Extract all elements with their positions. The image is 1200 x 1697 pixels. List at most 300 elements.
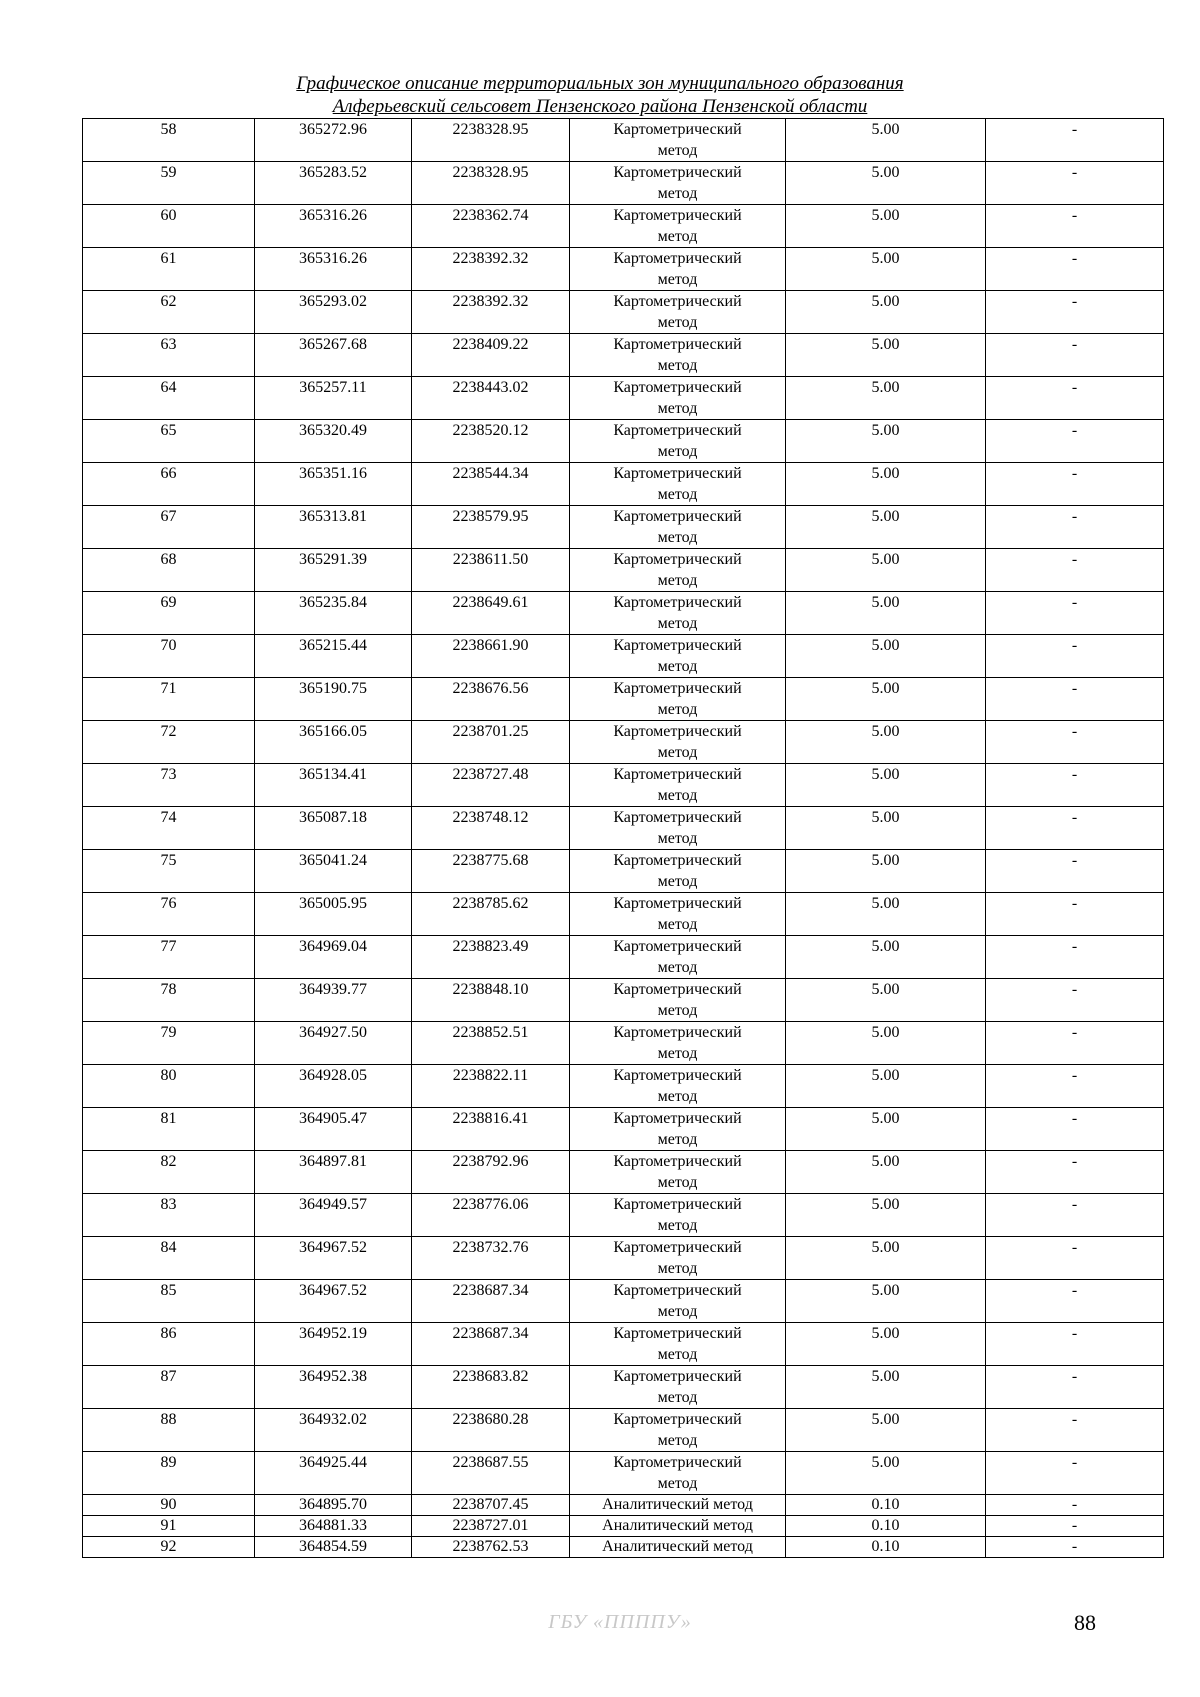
method-text: Картометрический bbox=[613, 508, 742, 525]
method-cell bbox=[570, 1452, 786, 1495]
method-text: метод bbox=[657, 1260, 698, 1277]
y-coordinate-cell: 2238848.10 bbox=[412, 979, 570, 1022]
x-coordinate-cell: 365283.52 bbox=[255, 162, 412, 205]
method-text: метод bbox=[657, 873, 698, 890]
point-number-cell: 67 bbox=[83, 506, 255, 549]
table-row bbox=[83, 1366, 1164, 1409]
x-coordinate-cell: 365005.95 bbox=[255, 893, 412, 936]
x-coordinate-cell: 365316.26 bbox=[255, 248, 412, 291]
method-text: Картометрический bbox=[613, 594, 742, 611]
x-coordinate-cell: 364927.50 bbox=[255, 1022, 412, 1065]
method-cell bbox=[570, 807, 786, 850]
point-number-cell: 80 bbox=[83, 1065, 255, 1108]
x-coordinate-cell: 365166.05 bbox=[255, 721, 412, 764]
x-coordinate-cell: 364928.05 bbox=[255, 1065, 412, 1108]
accuracy-cell: 5.00 bbox=[786, 936, 986, 979]
method-cell bbox=[570, 420, 786, 463]
note-cell: - bbox=[986, 1280, 1164, 1323]
method-text: Картометрический bbox=[613, 336, 742, 353]
x-coordinate-cell: 364969.04 bbox=[255, 936, 412, 979]
method-text: Картометрический bbox=[613, 1067, 742, 1084]
method-text: метод bbox=[657, 142, 698, 159]
point-number-cell: 76 bbox=[83, 893, 255, 936]
x-coordinate-cell: 365041.24 bbox=[255, 850, 412, 893]
x-coordinate-cell: 364932.02 bbox=[255, 1409, 412, 1452]
table-row bbox=[83, 678, 1164, 721]
x-coordinate-cell: 365235.84 bbox=[255, 592, 412, 635]
x-coordinate-cell: 365215.44 bbox=[255, 635, 412, 678]
method-text: Картометрический bbox=[613, 1239, 742, 1256]
y-coordinate-cell: 2238544.34 bbox=[412, 463, 570, 506]
method-cell bbox=[570, 1516, 786, 1537]
x-coordinate-cell: 365313.81 bbox=[255, 506, 412, 549]
method-text: метод bbox=[657, 1131, 698, 1148]
x-coordinate-cell: 365316.26 bbox=[255, 205, 412, 248]
method-cell bbox=[570, 1108, 786, 1151]
table-row bbox=[83, 119, 1164, 162]
table-row bbox=[83, 1280, 1164, 1323]
method-text: метод bbox=[657, 1088, 698, 1105]
table-row bbox=[83, 1495, 1164, 1516]
note-cell: - bbox=[986, 420, 1164, 463]
method-text: метод bbox=[657, 1475, 698, 1492]
table-row bbox=[83, 1022, 1164, 1065]
y-coordinate-cell: 2238727.48 bbox=[412, 764, 570, 807]
point-number-cell: 66 bbox=[83, 463, 255, 506]
table-row bbox=[83, 377, 1164, 420]
accuracy-cell: 5.00 bbox=[786, 1065, 986, 1108]
method-text: Картометрический bbox=[613, 637, 742, 654]
method-cell bbox=[570, 592, 786, 635]
table-row bbox=[83, 1452, 1164, 1495]
point-number-cell: 84 bbox=[83, 1237, 255, 1280]
method-text: метод bbox=[657, 1217, 698, 1234]
table-row bbox=[83, 936, 1164, 979]
method-text: Картометрический bbox=[613, 981, 742, 998]
accuracy-cell: 5.00 bbox=[786, 721, 986, 764]
note-cell: - bbox=[986, 592, 1164, 635]
note-cell: - bbox=[986, 334, 1164, 377]
note-cell: - bbox=[986, 979, 1164, 1022]
table-row bbox=[83, 549, 1164, 592]
note-cell: - bbox=[986, 678, 1164, 721]
x-coordinate-cell: 364895.70 bbox=[255, 1495, 412, 1516]
table-row bbox=[83, 1065, 1164, 1108]
y-coordinate-cell: 2238687.34 bbox=[412, 1323, 570, 1366]
method-text: Картометрический bbox=[613, 551, 742, 568]
point-number-cell: 61 bbox=[83, 248, 255, 291]
y-coordinate-cell: 2238823.49 bbox=[412, 936, 570, 979]
accuracy-cell: 5.00 bbox=[786, 549, 986, 592]
method-text: метод bbox=[657, 1303, 698, 1320]
note-cell: - bbox=[986, 119, 1164, 162]
method-cell bbox=[570, 162, 786, 205]
note-cell: - bbox=[986, 1065, 1164, 1108]
point-number-cell: 71 bbox=[83, 678, 255, 721]
method-cell bbox=[570, 248, 786, 291]
table-row bbox=[83, 979, 1164, 1022]
accuracy-cell: 5.00 bbox=[786, 119, 986, 162]
method-text: метод bbox=[657, 916, 698, 933]
accuracy-cell: 5.00 bbox=[786, 979, 986, 1022]
y-coordinate-cell: 2238707.45 bbox=[412, 1495, 570, 1516]
y-coordinate-cell: 2238611.50 bbox=[412, 549, 570, 592]
accuracy-cell: 0.10 bbox=[786, 1495, 986, 1516]
y-coordinate-cell: 2238579.95 bbox=[412, 506, 570, 549]
method-text: Аналитический метод bbox=[602, 1517, 753, 1534]
table-row bbox=[83, 1537, 1164, 1558]
point-number-cell: 92 bbox=[83, 1537, 255, 1558]
method-text: Картометрический bbox=[613, 1454, 742, 1471]
method-text: Картометрический bbox=[613, 723, 742, 740]
point-number-cell: 62 bbox=[83, 291, 255, 334]
method-cell bbox=[570, 764, 786, 807]
y-coordinate-cell: 2238775.68 bbox=[412, 850, 570, 893]
point-number-cell: 90 bbox=[83, 1495, 255, 1516]
note-cell: - bbox=[986, 1452, 1164, 1495]
accuracy-cell: 5.00 bbox=[786, 893, 986, 936]
note-cell: - bbox=[986, 1516, 1164, 1537]
table-row bbox=[83, 463, 1164, 506]
method-text: метод bbox=[657, 1346, 698, 1363]
accuracy-cell: 0.10 bbox=[786, 1516, 986, 1537]
accuracy-cell: 5.00 bbox=[786, 334, 986, 377]
method-text: Картометрический bbox=[613, 293, 742, 310]
method-cell bbox=[570, 1065, 786, 1108]
accuracy-cell: 5.00 bbox=[786, 1194, 986, 1237]
x-coordinate-cell: 365257.11 bbox=[255, 377, 412, 420]
method-text: Картометрический bbox=[613, 1411, 742, 1428]
method-cell bbox=[570, 205, 786, 248]
x-coordinate-cell: 364967.52 bbox=[255, 1280, 412, 1323]
accuracy-cell: 5.00 bbox=[786, 807, 986, 850]
method-cell bbox=[570, 549, 786, 592]
method-text: Картометрический bbox=[613, 1282, 742, 1299]
method-text: метод bbox=[657, 658, 698, 675]
point-number-cell: 74 bbox=[83, 807, 255, 850]
method-text: Картометрический bbox=[613, 938, 742, 955]
method-text: метод bbox=[657, 744, 698, 761]
method-cell bbox=[570, 1237, 786, 1280]
point-number-cell: 58 bbox=[83, 119, 255, 162]
method-text: метод bbox=[657, 529, 698, 546]
method-text: Картометрический bbox=[613, 1024, 742, 1041]
x-coordinate-cell: 364905.47 bbox=[255, 1108, 412, 1151]
accuracy-cell: 5.00 bbox=[786, 1151, 986, 1194]
method-text: Картометрический bbox=[613, 121, 742, 138]
table-row bbox=[83, 162, 1164, 205]
note-cell: - bbox=[986, 1495, 1164, 1516]
method-text: метод bbox=[657, 959, 698, 976]
method-text: Картометрический bbox=[613, 164, 742, 181]
method-text: Картометрический bbox=[613, 1153, 742, 1170]
organization-stamp: ГБУ «ППППУ» bbox=[548, 1611, 692, 1633]
method-text: Картометрический bbox=[613, 895, 742, 912]
method-text: Аналитический метод bbox=[602, 1538, 753, 1555]
method-cell bbox=[570, 1151, 786, 1194]
note-cell: - bbox=[986, 1366, 1164, 1409]
method-text: метод bbox=[657, 357, 698, 374]
method-text: метод bbox=[657, 185, 698, 202]
x-coordinate-cell: 364952.19 bbox=[255, 1323, 412, 1366]
accuracy-cell: 5.00 bbox=[786, 463, 986, 506]
note-cell: - bbox=[986, 291, 1164, 334]
method-text: метод bbox=[657, 572, 698, 589]
point-number-cell: 79 bbox=[83, 1022, 255, 1065]
y-coordinate-cell: 2238362.74 bbox=[412, 205, 570, 248]
method-text: Картометрический bbox=[613, 250, 742, 267]
method-text: метод bbox=[657, 443, 698, 460]
point-number-cell: 77 bbox=[83, 936, 255, 979]
method-cell bbox=[570, 1366, 786, 1409]
method-text: метод bbox=[657, 1389, 698, 1406]
table-row bbox=[83, 334, 1164, 377]
x-coordinate-cell: 364949.57 bbox=[255, 1194, 412, 1237]
method-cell bbox=[570, 1022, 786, 1065]
table-row bbox=[83, 807, 1164, 850]
note-cell: - bbox=[986, 850, 1164, 893]
note-cell: - bbox=[986, 377, 1164, 420]
y-coordinate-cell: 2238683.82 bbox=[412, 1366, 570, 1409]
point-number-cell: 59 bbox=[83, 162, 255, 205]
table-row bbox=[83, 1516, 1164, 1537]
method-text: метод bbox=[657, 1174, 698, 1191]
table-row bbox=[83, 1237, 1164, 1280]
x-coordinate-cell: 365134.41 bbox=[255, 764, 412, 807]
method-text: Картометрический bbox=[613, 1368, 742, 1385]
method-text: метод bbox=[657, 615, 698, 632]
method-text: метод bbox=[657, 314, 698, 331]
x-coordinate-cell: 365272.96 bbox=[255, 119, 412, 162]
point-number-cell: 75 bbox=[83, 850, 255, 893]
note-cell: - bbox=[986, 635, 1164, 678]
accuracy-cell: 5.00 bbox=[786, 764, 986, 807]
table-row bbox=[83, 1409, 1164, 1452]
method-cell bbox=[570, 1495, 786, 1516]
method-cell bbox=[570, 893, 786, 936]
point-number-cell: 68 bbox=[83, 549, 255, 592]
method-cell bbox=[570, 1280, 786, 1323]
point-number-cell: 87 bbox=[83, 1366, 255, 1409]
method-cell bbox=[570, 463, 786, 506]
method-text: метод bbox=[657, 830, 698, 847]
note-cell: - bbox=[986, 807, 1164, 850]
method-cell bbox=[570, 721, 786, 764]
method-cell bbox=[570, 936, 786, 979]
table-row bbox=[83, 1194, 1164, 1237]
table-row bbox=[83, 291, 1164, 334]
y-coordinate-cell: 2238748.12 bbox=[412, 807, 570, 850]
method-text: Картометрический bbox=[613, 1196, 742, 1213]
table-row bbox=[83, 764, 1164, 807]
method-text: метод bbox=[657, 228, 698, 245]
method-text: метод bbox=[657, 400, 698, 417]
accuracy-cell: 5.00 bbox=[786, 678, 986, 721]
method-cell bbox=[570, 1409, 786, 1452]
accuracy-cell: 5.00 bbox=[786, 420, 986, 463]
accuracy-cell: 5.00 bbox=[786, 162, 986, 205]
y-coordinate-cell: 2238776.06 bbox=[412, 1194, 570, 1237]
point-number-cell: 72 bbox=[83, 721, 255, 764]
y-coordinate-cell: 2238785.62 bbox=[412, 893, 570, 936]
page-number: 88 bbox=[1074, 1610, 1096, 1635]
method-text: Аналитический метод bbox=[602, 1496, 753, 1513]
document-header bbox=[0, 72, 1200, 118]
y-coordinate-cell: 2238676.56 bbox=[412, 678, 570, 721]
method-text: Картометрический bbox=[613, 1110, 742, 1127]
note-cell: - bbox=[986, 1237, 1164, 1280]
accuracy-cell: 5.00 bbox=[786, 1022, 986, 1065]
point-number-cell: 81 bbox=[83, 1108, 255, 1151]
accuracy-cell: 5.00 bbox=[786, 1452, 986, 1495]
accuracy-cell: 5.00 bbox=[786, 1280, 986, 1323]
method-cell bbox=[570, 1194, 786, 1237]
note-cell: - bbox=[986, 162, 1164, 205]
point-number-cell: 86 bbox=[83, 1323, 255, 1366]
x-coordinate-cell: 365190.75 bbox=[255, 678, 412, 721]
note-cell: - bbox=[986, 1323, 1164, 1366]
method-cell bbox=[570, 291, 786, 334]
x-coordinate-cell: 364881.33 bbox=[255, 1516, 412, 1537]
note-cell: - bbox=[986, 936, 1164, 979]
y-coordinate-cell: 2238409.22 bbox=[412, 334, 570, 377]
note-cell: - bbox=[986, 1151, 1164, 1194]
accuracy-cell: 5.00 bbox=[786, 1409, 986, 1452]
point-number-cell: 78 bbox=[83, 979, 255, 1022]
y-coordinate-cell: 2238661.90 bbox=[412, 635, 570, 678]
x-coordinate-cell: 364925.44 bbox=[255, 1452, 412, 1495]
y-coordinate-cell: 2238762.53 bbox=[412, 1537, 570, 1558]
note-cell: - bbox=[986, 1194, 1164, 1237]
y-coordinate-cell: 2238328.95 bbox=[412, 119, 570, 162]
table-row bbox=[83, 248, 1164, 291]
table-row bbox=[83, 506, 1164, 549]
accuracy-cell: 5.00 bbox=[786, 1108, 986, 1151]
accuracy-cell: 5.00 bbox=[786, 377, 986, 420]
method-cell bbox=[570, 1323, 786, 1366]
method-text: метод bbox=[657, 1045, 698, 1062]
point-number-cell: 91 bbox=[83, 1516, 255, 1537]
y-coordinate-cell: 2238443.02 bbox=[412, 377, 570, 420]
accuracy-cell: 5.00 bbox=[786, 592, 986, 635]
point-number-cell: 63 bbox=[83, 334, 255, 377]
method-text: метод bbox=[657, 1432, 698, 1449]
x-coordinate-cell: 364897.81 bbox=[255, 1151, 412, 1194]
method-cell bbox=[570, 635, 786, 678]
table-row bbox=[83, 1108, 1164, 1151]
table-row bbox=[83, 893, 1164, 936]
y-coordinate-cell: 2238687.34 bbox=[412, 1280, 570, 1323]
method-text: метод bbox=[657, 1002, 698, 1019]
y-coordinate-cell: 2238816.41 bbox=[412, 1108, 570, 1151]
x-coordinate-cell: 365267.68 bbox=[255, 334, 412, 377]
method-text: Картометрический bbox=[613, 680, 742, 697]
note-cell: - bbox=[986, 721, 1164, 764]
y-coordinate-cell: 2238687.55 bbox=[412, 1452, 570, 1495]
point-number-cell: 89 bbox=[83, 1452, 255, 1495]
method-text: Картометрический bbox=[613, 207, 742, 224]
method-text: метод bbox=[657, 486, 698, 503]
point-number-cell: 82 bbox=[83, 1151, 255, 1194]
method-text: Картометрический bbox=[613, 1325, 742, 1342]
method-text: метод bbox=[657, 787, 698, 804]
method-cell bbox=[570, 979, 786, 1022]
table-row bbox=[83, 635, 1164, 678]
coordinates-table bbox=[82, 118, 1164, 1558]
method-text: Картометрический bbox=[613, 465, 742, 482]
table-row bbox=[83, 420, 1164, 463]
x-coordinate-cell: 365351.16 bbox=[255, 463, 412, 506]
point-number-cell: 65 bbox=[83, 420, 255, 463]
header-line-1: Графическое описание территориальных зон муниципального образования bbox=[296, 73, 904, 94]
table-row bbox=[83, 592, 1164, 635]
point-number-cell: 70 bbox=[83, 635, 255, 678]
x-coordinate-cell: 365293.02 bbox=[255, 291, 412, 334]
note-cell: - bbox=[986, 506, 1164, 549]
y-coordinate-cell: 2238727.01 bbox=[412, 1516, 570, 1537]
point-number-cell: 85 bbox=[83, 1280, 255, 1323]
y-coordinate-cell: 2238392.32 bbox=[412, 248, 570, 291]
table-row bbox=[83, 205, 1164, 248]
x-coordinate-cell: 365320.49 bbox=[255, 420, 412, 463]
method-cell bbox=[570, 334, 786, 377]
point-number-cell: 60 bbox=[83, 205, 255, 248]
note-cell: - bbox=[986, 463, 1164, 506]
note-cell: - bbox=[986, 1409, 1164, 1452]
y-coordinate-cell: 2238852.51 bbox=[412, 1022, 570, 1065]
x-coordinate-cell: 365087.18 bbox=[255, 807, 412, 850]
x-coordinate-cell: 364854.59 bbox=[255, 1537, 412, 1558]
note-cell: - bbox=[986, 764, 1164, 807]
accuracy-cell: 5.00 bbox=[786, 506, 986, 549]
x-coordinate-cell: 364952.38 bbox=[255, 1366, 412, 1409]
method-text: Картометрический bbox=[613, 422, 742, 439]
method-text: метод bbox=[657, 271, 698, 288]
coordinates-table-body bbox=[83, 119, 1164, 1558]
method-cell bbox=[570, 1537, 786, 1558]
note-cell: - bbox=[986, 893, 1164, 936]
method-text: Картометрический bbox=[613, 809, 742, 826]
point-number-cell: 69 bbox=[83, 592, 255, 635]
x-coordinate-cell: 364939.77 bbox=[255, 979, 412, 1022]
note-cell: - bbox=[986, 1022, 1164, 1065]
y-coordinate-cell: 2238392.32 bbox=[412, 291, 570, 334]
method-text: Картометрический bbox=[613, 766, 742, 783]
accuracy-cell: 5.00 bbox=[786, 1323, 986, 1366]
point-number-cell: 64 bbox=[83, 377, 255, 420]
table-row bbox=[83, 850, 1164, 893]
method-cell bbox=[570, 850, 786, 893]
method-text: Картометрический bbox=[613, 852, 742, 869]
note-cell: - bbox=[986, 1108, 1164, 1151]
note-cell: - bbox=[986, 248, 1164, 291]
table-row bbox=[83, 1323, 1164, 1366]
y-coordinate-cell: 2238680.28 bbox=[412, 1409, 570, 1452]
y-coordinate-cell: 2238792.96 bbox=[412, 1151, 570, 1194]
note-cell: - bbox=[986, 1537, 1164, 1558]
accuracy-cell: 5.00 bbox=[786, 1366, 986, 1409]
x-coordinate-cell: 364967.52 bbox=[255, 1237, 412, 1280]
y-coordinate-cell: 2238732.76 bbox=[412, 1237, 570, 1280]
method-cell bbox=[570, 377, 786, 420]
x-coordinate-cell: 365291.39 bbox=[255, 549, 412, 592]
y-coordinate-cell: 2238649.61 bbox=[412, 592, 570, 635]
y-coordinate-cell: 2238701.25 bbox=[412, 721, 570, 764]
point-number-cell: 83 bbox=[83, 1194, 255, 1237]
table-row bbox=[83, 721, 1164, 764]
y-coordinate-cell: 2238328.95 bbox=[412, 162, 570, 205]
accuracy-cell: 5.00 bbox=[786, 850, 986, 893]
